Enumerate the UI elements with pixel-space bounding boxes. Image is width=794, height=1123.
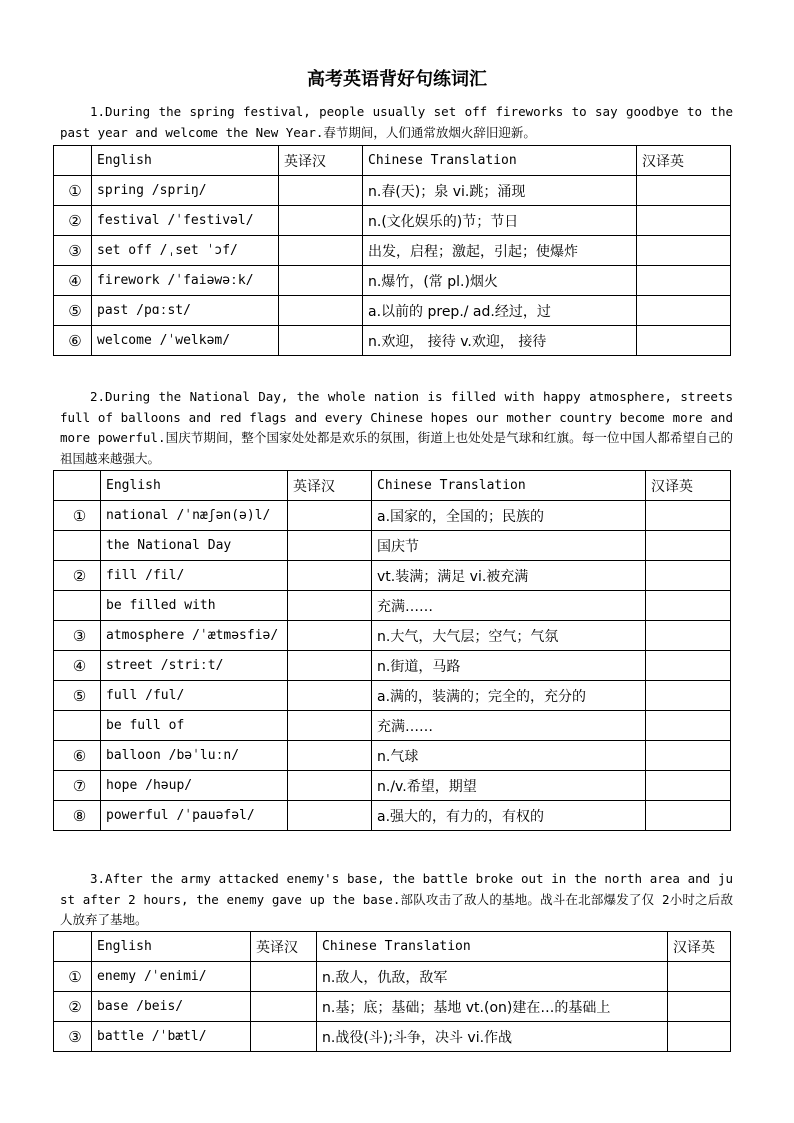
zh-to-en-blank xyxy=(637,176,731,206)
word-chinese: a.以前的 prep./ ad.经过，过 xyxy=(363,296,637,326)
en-to-zh-blank xyxy=(251,1022,317,1052)
row-number: ① xyxy=(54,501,101,531)
table-row xyxy=(54,266,731,296)
zh-to-en-blank xyxy=(646,531,731,561)
word-chinese: n./v.希望，期望 xyxy=(372,771,646,801)
row-number: ⑥ xyxy=(54,741,101,771)
word-english: street /striːt/ xyxy=(101,651,288,681)
row-number: ④ xyxy=(54,266,92,296)
zh-to-en-blank xyxy=(668,962,731,992)
en-to-zh-blank xyxy=(288,741,372,771)
table-row xyxy=(54,501,731,531)
en-to-zh-blank xyxy=(288,801,372,831)
header-num xyxy=(54,471,101,501)
zh-to-en-blank xyxy=(646,771,731,801)
word-chinese: n.气球 xyxy=(372,741,646,771)
word-english: festival /ˈfestivəl/ xyxy=(92,206,279,236)
table-row xyxy=(54,741,731,771)
table-row xyxy=(54,801,731,831)
row-number xyxy=(54,591,101,621)
row-number: ⑤ xyxy=(54,296,92,326)
table-row xyxy=(54,531,731,561)
row-number: ② xyxy=(54,561,101,591)
page-title: 高考英语背好句练词汇 xyxy=(307,69,487,90)
table-row xyxy=(54,176,731,206)
vocab-table-1 xyxy=(53,145,731,356)
word-chinese: n.街道，马路 xyxy=(372,651,646,681)
header-english: English xyxy=(92,932,251,962)
table-row xyxy=(54,236,731,266)
word-english: enemy /ˈenimi/ xyxy=(92,962,251,992)
en-to-zh-blank xyxy=(288,651,372,681)
table-row xyxy=(54,561,731,591)
word-english: atmosphere /ˈætməsfiə/ xyxy=(101,621,288,651)
header-en-to-zh: 英译汉 xyxy=(251,932,317,962)
word-chinese: n.爆竹，(常 pl.)烟火 xyxy=(363,266,637,296)
row-number: ① xyxy=(54,176,92,206)
word-english: balloon /bəˈluːn/ xyxy=(101,741,288,771)
word-chinese: a.国家的，全国的；民族的 xyxy=(372,501,646,531)
word-chinese: 出发，启程；激起，引起；使爆炸 xyxy=(363,236,637,266)
word-english: be filled with xyxy=(101,591,288,621)
zh-to-en-blank xyxy=(646,651,731,681)
word-english: national /ˈnæʃən(ə)l/ xyxy=(101,501,288,531)
sentence-2: 2.During the National Day, the whole nation is filled with happy atmosphere, streets full of balloons and red flags and every Chinese hopes our mother country become more and more powerful.国庆节期间，整个国家处处都是欢乐的氛围，街道上也处处是气球和红旗。每一位中国人都希望自己的祖国越来越强大。 xyxy=(60,389,733,466)
header-chinese-translation: Chinese Translation xyxy=(372,471,646,501)
row-number: ③ xyxy=(54,236,92,266)
en-to-zh-blank xyxy=(288,531,372,561)
word-chinese: n.基；底；基础；基地 vt.(on)建在…的基础上 xyxy=(317,992,668,1022)
table-row xyxy=(54,711,731,741)
word-english: welcome /ˈwelkəm/ xyxy=(92,326,279,356)
en-to-zh-blank xyxy=(279,326,363,356)
word-chinese: n.欢迎， 接待 v.欢迎， 接待 xyxy=(363,326,637,356)
row-number: ⑥ xyxy=(54,326,92,356)
en-to-zh-blank xyxy=(288,561,372,591)
header-num xyxy=(54,146,92,176)
row-number: ④ xyxy=(54,651,101,681)
word-english: fill /fil/ xyxy=(101,561,288,591)
word-chinese: 充满…… xyxy=(372,591,646,621)
vocab-table-2 xyxy=(53,470,731,831)
zh-to-en-blank xyxy=(668,1022,731,1052)
row-number: ① xyxy=(54,962,92,992)
table-row xyxy=(54,1022,731,1052)
zh-to-en-blank xyxy=(646,561,731,591)
en-to-zh-blank xyxy=(288,621,372,651)
word-english: hope /həup/ xyxy=(101,771,288,801)
zh-to-en-blank xyxy=(646,621,731,651)
word-chinese: a.满的，装满的；完全的，充分的 xyxy=(372,681,646,711)
table-header-row xyxy=(54,471,731,501)
word-chinese: n.(文化娱乐的)节；节日 xyxy=(363,206,637,236)
header-chinese-translation: Chinese Translation xyxy=(317,932,668,962)
word-english: base /beis/ xyxy=(92,992,251,1022)
table-row xyxy=(54,651,731,681)
word-chinese: n.春(天)；泉 vi.跳；涌现 xyxy=(363,176,637,206)
row-number xyxy=(54,531,101,561)
row-number: ③ xyxy=(54,621,101,651)
row-number: ② xyxy=(54,206,92,236)
header-zh-to-en: 汉译英 xyxy=(637,146,731,176)
table-row xyxy=(54,296,731,326)
zh-to-en-blank xyxy=(637,326,731,356)
row-number: ③ xyxy=(54,1022,92,1052)
word-chinese: 充满…… xyxy=(372,711,646,741)
word-english: full /ful/ xyxy=(101,681,288,711)
word-chinese: a.强大的，有力的，有权的 xyxy=(372,801,646,831)
word-english: spring /spriŋ/ xyxy=(92,176,279,206)
word-english: firework /ˈfaiəwəːk/ xyxy=(92,266,279,296)
en-to-zh-blank xyxy=(279,176,363,206)
table-row xyxy=(54,591,731,621)
table-row xyxy=(54,771,731,801)
word-english: battle /ˈbætl/ xyxy=(92,1022,251,1052)
word-english: the National Day xyxy=(101,531,288,561)
header-en-to-zh: 英译汉 xyxy=(279,146,363,176)
word-english: set off /ˌset ˈɔf/ xyxy=(92,236,279,266)
en-to-zh-blank xyxy=(288,681,372,711)
word-english: be full of xyxy=(101,711,288,741)
en-to-zh-blank xyxy=(288,711,372,741)
sentence-1: 1.During the spring festival, people usually set off fireworks to say goodbye to the past year and welcome the New Year.春节期间，人们通常放烟火辞旧迎新。 xyxy=(60,104,733,140)
word-chinese: n.战役(斗);斗争，决斗 vi.作战 xyxy=(317,1022,668,1052)
word-chinese: vt.装满；满足 vi.被充满 xyxy=(372,561,646,591)
en-to-zh-blank xyxy=(251,962,317,992)
zh-to-en-blank xyxy=(646,801,731,831)
row-number: ② xyxy=(54,992,92,1022)
row-number: ⑤ xyxy=(54,681,101,711)
sentence-3: 3.After the army attacked enemy's base, the battle broke out in the north area and just after 2 hours, the enemy gave up the base.部队攻击了敌人的基地。战斗在北部爆发了仅 2小时之后敌人放弃了基地。 xyxy=(60,871,733,927)
word-chinese: 国庆节 xyxy=(372,531,646,561)
en-to-zh-blank xyxy=(288,771,372,801)
row-number: ⑧ xyxy=(54,801,101,831)
header-english: English xyxy=(92,146,279,176)
word-chinese: n.大气，大气层；空气；气氛 xyxy=(372,621,646,651)
table-row xyxy=(54,992,731,1022)
row-number xyxy=(54,711,101,741)
header-en-to-zh: 英译汉 xyxy=(288,471,372,501)
table-row xyxy=(54,206,731,236)
en-to-zh-blank xyxy=(279,236,363,266)
header-chinese-translation: Chinese Translation xyxy=(363,146,637,176)
zh-to-en-blank xyxy=(646,681,731,711)
zh-to-en-blank xyxy=(637,266,731,296)
table-row xyxy=(54,326,731,356)
zh-to-en-blank xyxy=(637,206,731,236)
zh-to-en-blank xyxy=(646,741,731,771)
header-english: English xyxy=(101,471,288,501)
row-number: ⑦ xyxy=(54,771,101,801)
en-to-zh-blank xyxy=(279,296,363,326)
word-chinese: n.敌人，仇敌，敌军 xyxy=(317,962,668,992)
zh-to-en-blank xyxy=(668,992,731,1022)
en-to-zh-blank xyxy=(288,591,372,621)
zh-to-en-blank xyxy=(637,296,731,326)
table-row xyxy=(54,962,731,992)
table-header-row xyxy=(54,932,731,962)
header-zh-to-en: 汉译英 xyxy=(646,471,731,501)
zh-to-en-blank xyxy=(646,711,731,741)
zh-to-en-blank xyxy=(637,236,731,266)
word-english: powerful /ˈpauəfəl/ xyxy=(101,801,288,831)
zh-to-en-blank xyxy=(646,591,731,621)
zh-to-en-blank xyxy=(646,501,731,531)
vocab-table-3 xyxy=(53,931,731,1052)
en-to-zh-blank xyxy=(279,266,363,296)
word-english: past /pɑːst/ xyxy=(92,296,279,326)
table-row xyxy=(54,621,731,651)
en-to-zh-blank xyxy=(251,992,317,1022)
table-header-row xyxy=(54,146,731,176)
en-to-zh-blank xyxy=(279,206,363,236)
en-to-zh-blank xyxy=(288,501,372,531)
header-num xyxy=(54,932,92,962)
table-row xyxy=(54,681,731,711)
header-zh-to-en: 汉译英 xyxy=(668,932,731,962)
